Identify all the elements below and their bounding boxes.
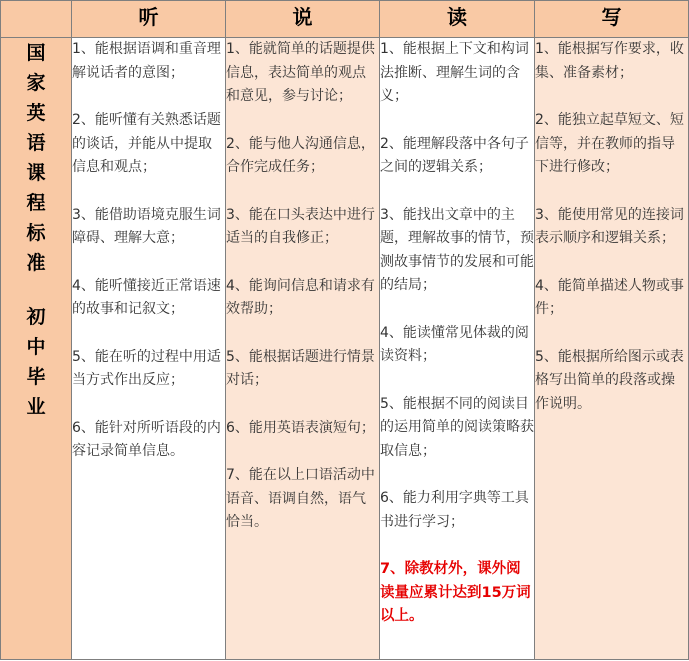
writing-item: 1、能根据写作要求，收集、准备素材；	[535, 41, 684, 81]
listening-item: 4、能听懂接近正常语速的故事和记叙文；	[72, 277, 221, 317]
row-header-label	[19, 38, 53, 422]
column-header-listening: 听	[72, 1, 226, 38]
listening-item: 1、能根据语调和重音理解说话者的意图；	[72, 41, 221, 81]
column-header-reading: 读	[380, 1, 535, 38]
writing-item: 3、能使用常见的连接词表示顺序和逻辑关系；	[535, 206, 684, 246]
reading-item: 1、能根据上下文和构词法推断、理解生词的含义；	[380, 41, 529, 104]
row-header-char: 标准	[26, 222, 46, 274]
content-row	[1, 38, 689, 660]
speaking-item: 3、能在口头表达中进行适当的自我修正；	[226, 206, 375, 246]
listening-column	[72, 38, 226, 660]
reading-item: 3、能找出文章中的主题，理解故事的情节，预测故事情节的发展和可能的结局；	[380, 206, 534, 293]
listening-item: 5、能在听的过程中用适当方式作出反应；	[72, 348, 221, 388]
row-header-char: 初	[26, 306, 46, 328]
column-header-speaking: 说	[226, 1, 380, 38]
row-header-char: 英语	[26, 102, 46, 154]
writing-item: 5、能根据所给图示或表格写出简单的段落或操作说明。	[535, 348, 684, 412]
writing-column	[535, 38, 689, 660]
listening-item: 6、能针对所听语段的内容记录简单信息。	[72, 419, 221, 459]
speaking-column	[226, 38, 380, 660]
row-header-char: 业	[26, 396, 46, 418]
reading-item: 4、能读懂常见体裁的阅读资料；	[380, 324, 529, 364]
corner-cell	[1, 1, 72, 38]
column-header-writing: 写	[535, 1, 689, 38]
speaking-item: 7、能在以上口语活动中语音、语调自然，语气恰当。	[226, 467, 375, 530]
speaking-item: 5、能根据话题进行情景对话；	[226, 348, 375, 388]
reading-column	[380, 38, 535, 660]
row-header-cell	[1, 38, 72, 660]
reading-highlight-item: 7、除教材外，课外阅读量应累计达到15万词以上。	[380, 561, 531, 624]
speaking-item: 6、能用英语表演短句；	[226, 419, 375, 436]
speaking-item: 2、能与他人沟通信息，合作完成任务；	[226, 135, 375, 175]
row-header-char: 课程	[26, 162, 46, 214]
reading-item: 2、能理解段落中各句子之间的逻辑关系；	[380, 135, 529, 175]
speaking-item: 1、能就简单的话题提供信息，表达简单的观点和意见，参与讨论；	[226, 41, 375, 104]
listening-item: 3、能借助语境克服生词障碍、理解大意；	[72, 206, 221, 246]
speaking-item: 4、能询问信息和请求有效帮助；	[226, 277, 375, 317]
reading-item: 5、能根据不同的阅读目的运用简单的阅读策略获取信息；	[380, 395, 534, 459]
header-row	[1, 1, 689, 38]
row-header-char: 中	[26, 336, 46, 358]
row-header-char: 国家	[26, 42, 46, 94]
writing-item: 2、能独立起草短文、短信等，并在教师的指导下进行修改；	[535, 112, 684, 175]
reading-item: 6、能力利用字典等工具书进行学习；	[380, 490, 529, 530]
writing-item: 4、能简单描述人物或事件；	[535, 277, 684, 317]
listening-item: 2、能听懂有关熟悉话题的谈话，并能从中提取信息和观点；	[72, 112, 221, 175]
row-header-char: 毕	[26, 366, 46, 388]
